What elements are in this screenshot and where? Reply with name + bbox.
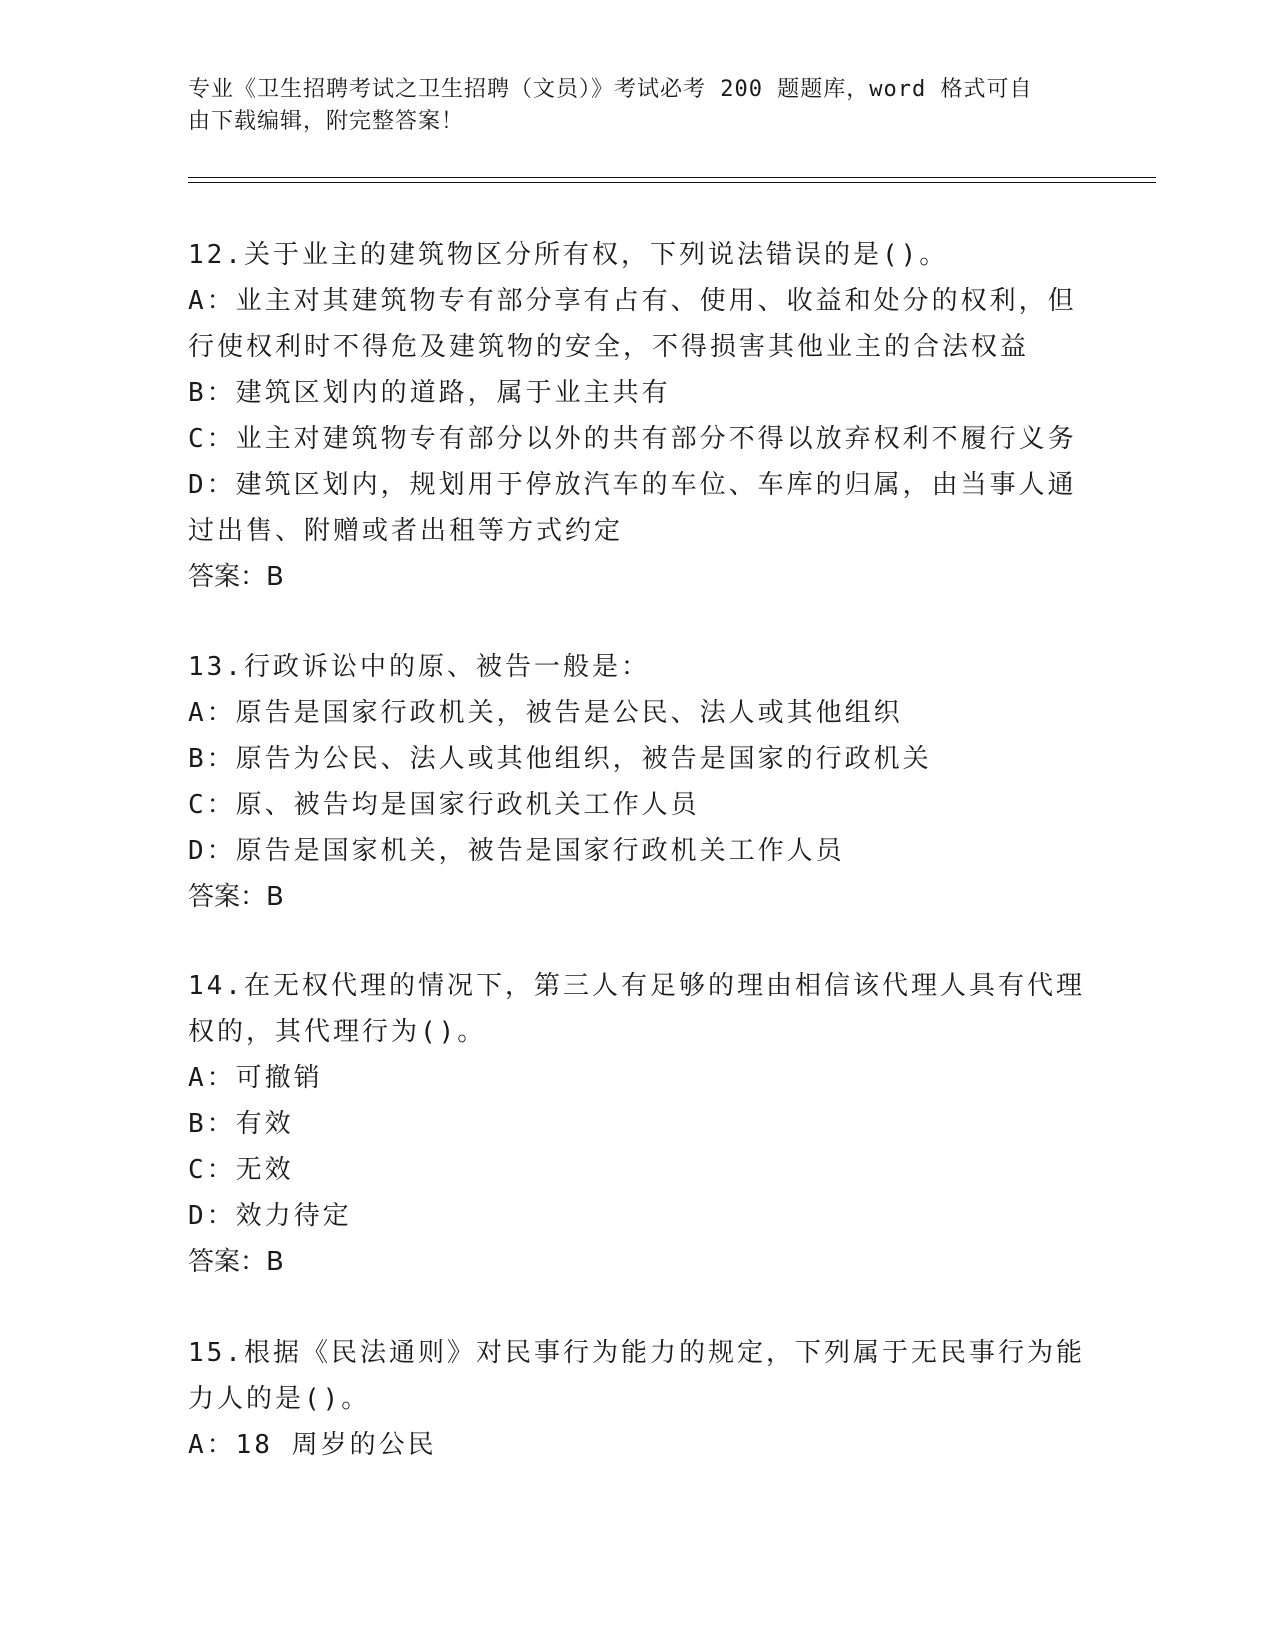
question-13 <box>188 644 1088 920</box>
question-15-option-a: A：18 周岁的公民 <box>188 1430 437 1460</box>
question-14-option-b: B：有效 <box>188 1109 294 1139</box>
question-12-answer: 答案：B <box>188 562 284 592</box>
question-14-stem-line-1: 14.在无权代理的情况下，第三人有足够的理由相信该代理人具有代理 <box>188 971 1085 1001</box>
header-rule-bottom <box>188 182 1156 183</box>
question-15 <box>188 1330 1088 1468</box>
question-12-option-b: B：建筑区划内的道路，属于业主共有 <box>188 378 671 408</box>
question-13-option-a: A：原告是国家行政机关，被告是公民、法人或其他组织 <box>188 698 903 728</box>
question-13-stem: 13.行政诉讼中的原、被告一般是： <box>188 652 650 682</box>
question-12-option-d-line-2: 过出售、附赠或者出租等方式约定 <box>188 516 624 546</box>
question-14 <box>188 963 1088 1285</box>
question-14-option-c: C：无效 <box>188 1155 294 1185</box>
question-15-stem-line-2: 力人的是()。 <box>188 1384 371 1414</box>
question-12-option-a-line-1: A：业主对其建筑物专有部分享有占有、使用、收益和处分的权利，但 <box>188 286 1077 316</box>
header-rule-top <box>188 177 1156 178</box>
question-12 <box>188 232 1088 600</box>
question-14-stem-line-2: 权的，其代理行为()。 <box>188 1017 487 1047</box>
document-header <box>188 74 1088 138</box>
question-12-option-a-line-2: 行使权利时不得危及建筑物的安全，不得损害其他业主的合法权益 <box>188 332 1030 362</box>
question-12-option-d-line-1: D：建筑区划内，规划用于停放汽车的车位、车库的归属，由当事人通 <box>188 470 1077 500</box>
question-15-stem-line-1: 15.根据《民法通则》对民事行为能力的规定，下列属于无民事行为能 <box>188 1338 1085 1368</box>
question-14-option-d: D：效力待定 <box>188 1201 352 1231</box>
question-14-answer: 答案：B <box>188 1247 284 1277</box>
question-13-option-d: D：原告是国家机关，被告是国家行政机关工作人员 <box>188 836 845 866</box>
header-line-1: 专业《卫生招聘考试之卫生招聘（文员）》考试必考 200 题题库，word 格式可自 <box>188 77 1033 102</box>
header-line-2: 由下载编辑，附完整答案！ <box>188 109 465 134</box>
question-13-answer: 答案：B <box>188 882 284 912</box>
question-13-option-b: B：原告为公民、法人或其他组织，被告是国家的行政机关 <box>188 744 932 774</box>
question-13-option-c: C：原、被告均是国家行政机关工作人员 <box>188 790 700 820</box>
question-12-option-c: C：业主对建筑物专有部分以外的共有部分不得以放弃权利不履行义务 <box>188 424 1077 454</box>
question-12-stem-line-1: 12.关于业主的建筑物区分所有权，下列说法错误的是()。 <box>188 240 949 270</box>
question-14-option-a: A：可撤销 <box>188 1063 323 1093</box>
